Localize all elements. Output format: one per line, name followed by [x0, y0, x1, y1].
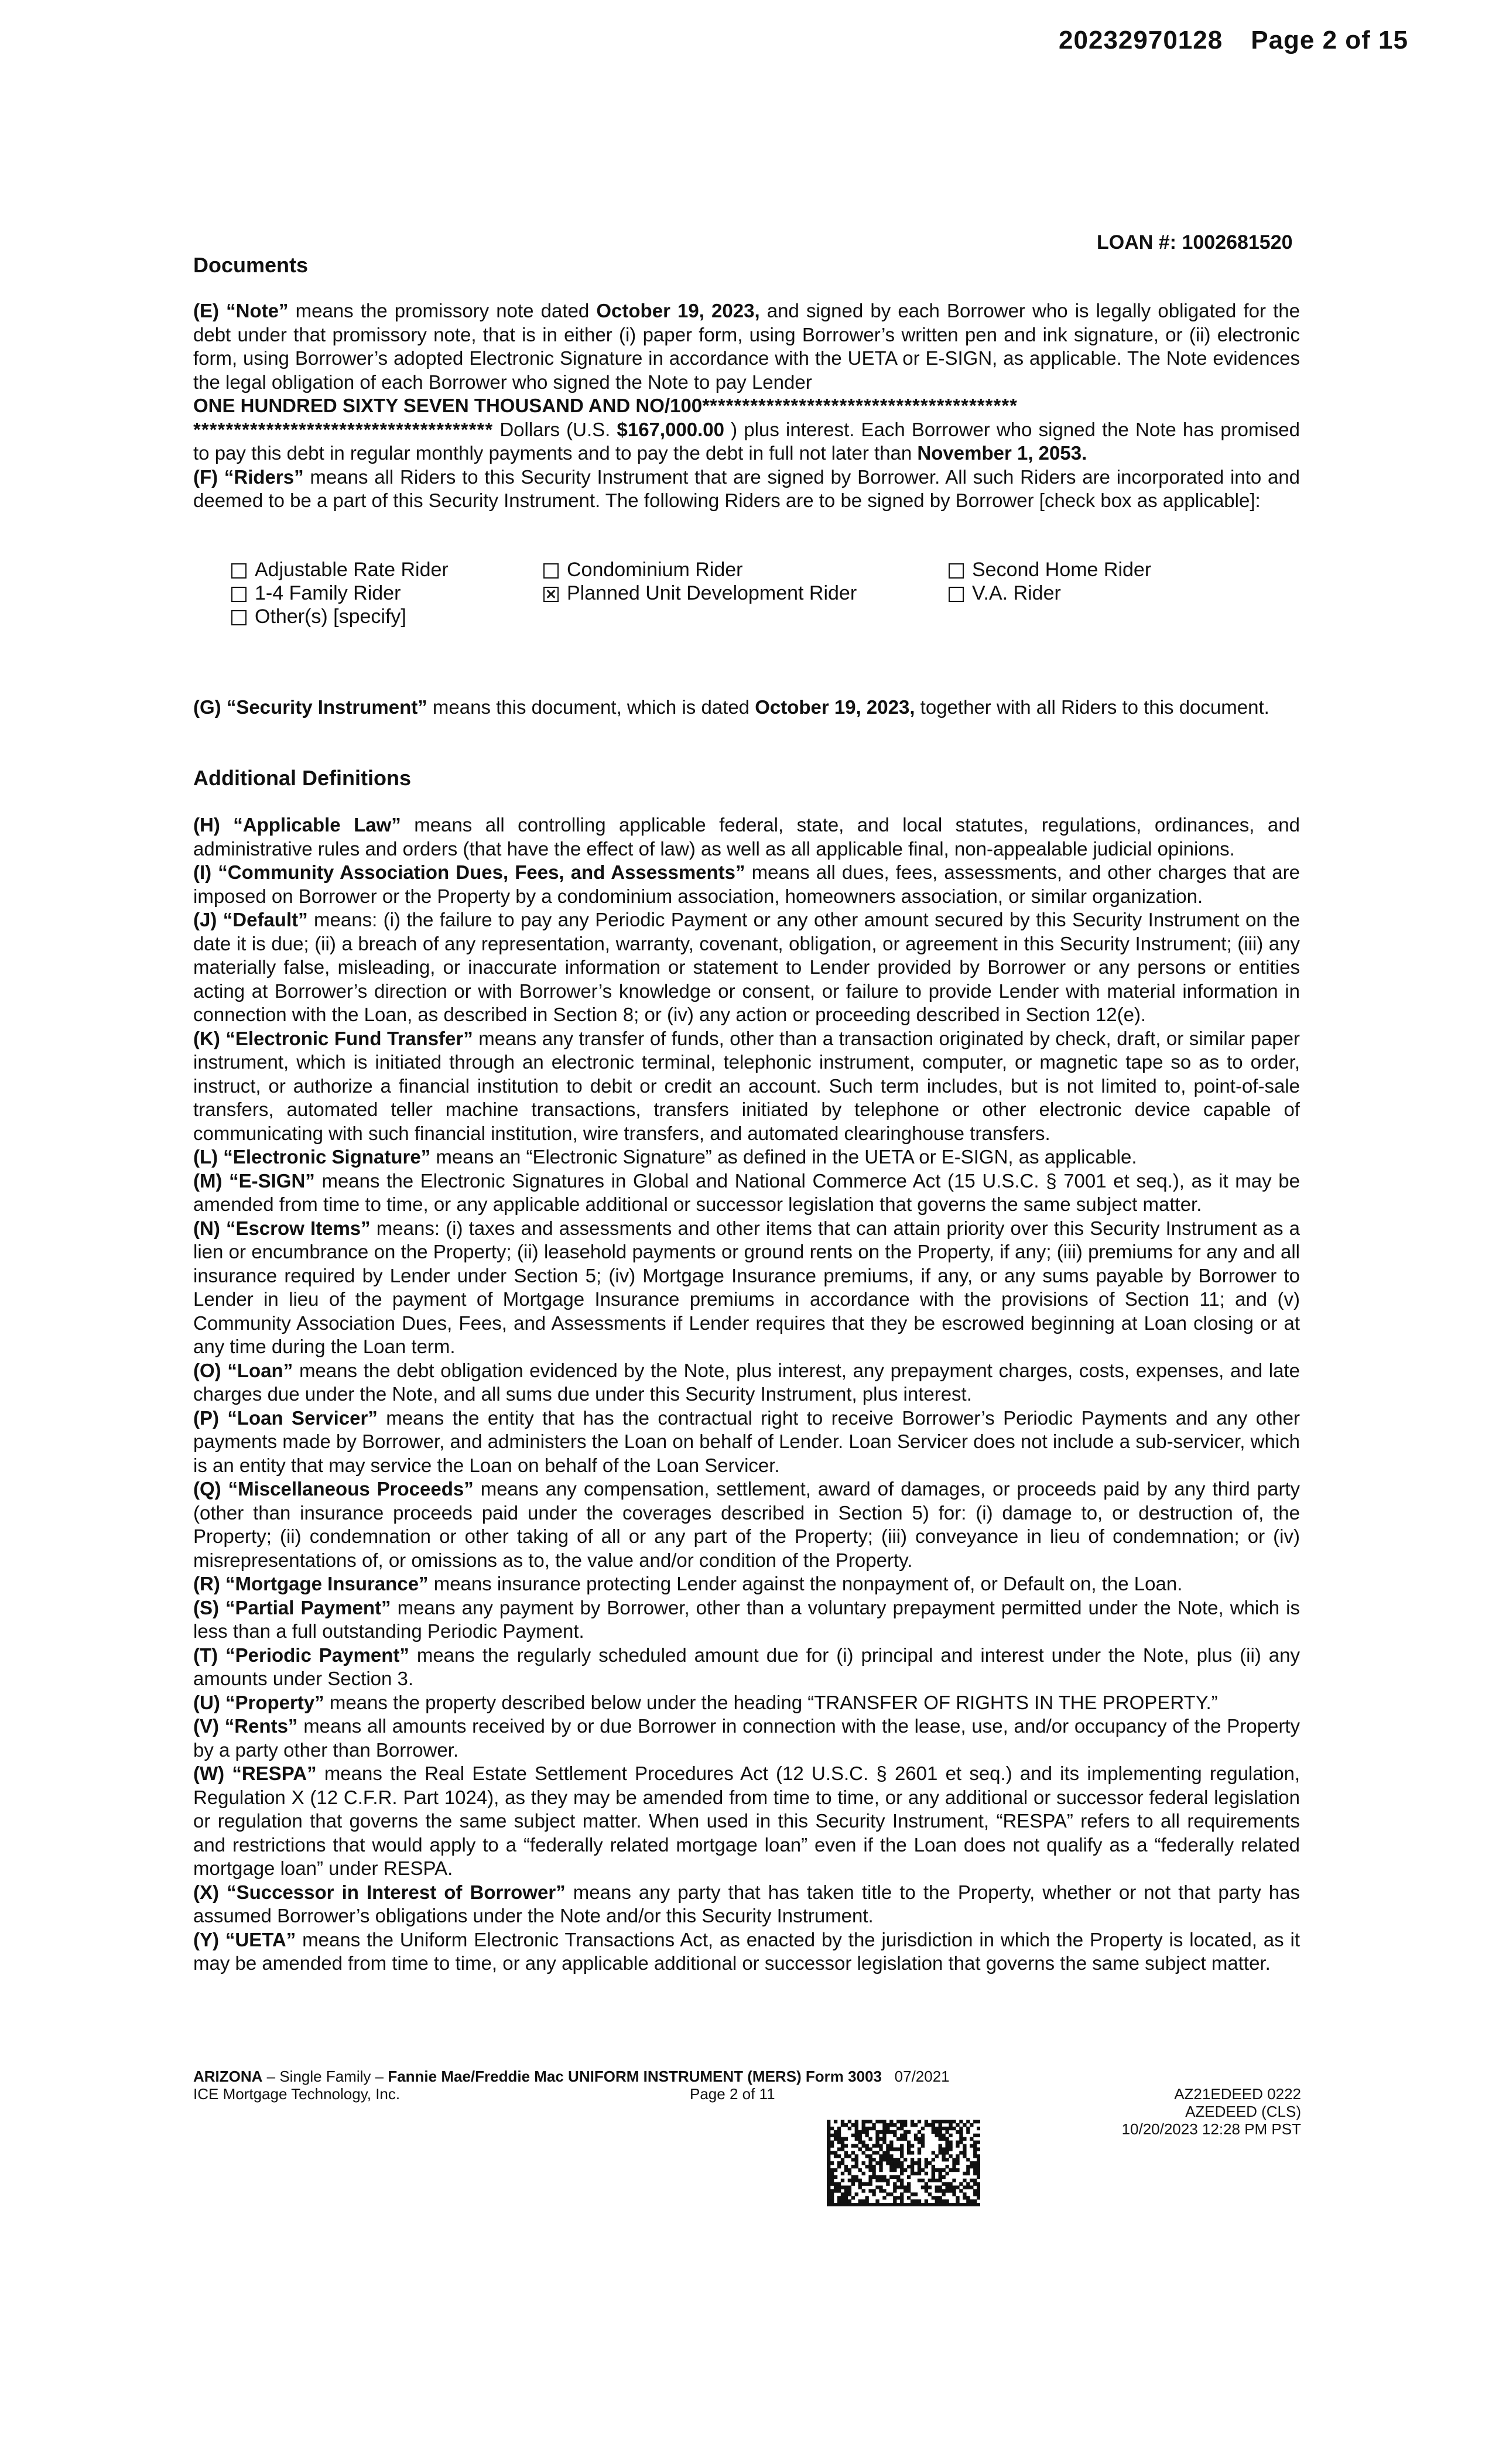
definition-item: (M) “E-SIGN” means the Electronic Signatures in Global and National Commerce Act (15 U.S.C. § 7001 et seq.), as it may be amended from time to time, or any applicable additional or successor legislation that governs the same subject matter.	[193, 1169, 1300, 1215]
rider-option-planned-unit-development[interactable]: Planned Unit Development Rider	[543, 581, 857, 605]
rider-option-second-home[interactable]: Second Home Rider	[949, 558, 1151, 581]
definition-security-instrument: (G) “Security Instrument” means this document, which is dated October 19, 2023, together with all Riders to this document.	[193, 696, 1269, 718]
checkbox[interactable]	[949, 587, 964, 602]
definition-item: (Q) “Miscellaneous Proceeds” means any compensation, settlement, award of damages, or proceeds paid by any third party (other than insurance proceeds paid under the coverages described in Section 5) for: (i) damage to, or destruction of, the Property; (ii) condemnation or other taking of all or any part of the Property; (iii) conveyance in lieu of condemnation; or (iv) misrepresentations of, or omissions as to, the value and/or condition of the Property.	[193, 1478, 1300, 1571]
maturity-date: November 1, 2053.	[917, 442, 1087, 464]
footer-page-number: Page 2 of 11	[690, 2085, 775, 2103]
rider-option-condominium[interactable]: Condominium Rider	[543, 558, 742, 581]
definition-item: (P) “Loan Servicer” means the entity that has the contractual right to receive Borrower’s Periodic Payments and any other payments made by Borrower, and administers the Loan on behalf of Lender. Loan Servicer does not include a sub-servicer, which is an entity that may service the Loan on behalf of the Loan Servicer.	[193, 1406, 1300, 1476]
definition-item: (R) “Mortgage Insurance” means insurance protecting Lender against the nonpayment of, or Default on, the Loan.	[193, 1573, 1183, 1594]
section-heading-documents: Documents	[193, 253, 309, 277]
definition-item: (S) “Partial Payment” means any payment by Borrower, other than a voluntary prepayment permitted under the Note, which is less than a full outstanding Periodic Payment.	[193, 1596, 1300, 1642]
checkbox[interactable]	[543, 563, 559, 579]
section-heading-additional-definitions: Additional Definitions	[193, 766, 411, 790]
checkbox[interactable]	[231, 610, 247, 625]
checkbox[interactable]	[231, 563, 247, 579]
barcode-icon	[827, 2120, 980, 2206]
definition-item: (X) “Successor in Interest of Borrower” means any party that has taken title to the Property, whether or not that party has assumed Borrower’s obligations under the Note and/or this Security Instrument.	[193, 1881, 1300, 1926]
document-number: 20232970128	[1059, 26, 1223, 54]
definition-item: (I) “Community Association Dues, Fees, and Assessments” means all dues, fees, assessments, and other charges that are imposed on Borrower or the Property by a condominium association, homeowners association, or similar organization.	[193, 861, 1300, 907]
form-date: 07/2021	[894, 2068, 950, 2085]
checkbox-checked[interactable]	[543, 587, 559, 602]
footer-codes: AZ21EDEED 0222 AZEDEED (CLS) 10/20/2023 12:28 PM PST	[1121, 2085, 1301, 2138]
rider-option-1-4-family[interactable]: 1-4 Family Rider	[231, 581, 401, 605]
rider-option-others[interactable]: Other(s) [specify]	[231, 605, 406, 628]
term: (F) “Riders”	[193, 466, 304, 488]
rider-option-va[interactable]: V.A. Rider	[949, 581, 1061, 605]
definition-item: (T) “Periodic Payment” means the regularly scheduled amount due for (i) principal and interest under the Note, plus (ii) any amounts under Section 3.	[193, 1644, 1300, 1689]
definitions-list	[193, 813, 1300, 1976]
checkbox[interactable]	[231, 587, 247, 602]
recording-header	[1059, 26, 1408, 55]
security-date: October 19, 2023,	[755, 696, 915, 718]
checkbox[interactable]	[949, 563, 964, 579]
term: (E) “Note”	[193, 300, 289, 321]
amount-in-words: ONE HUNDRED SIXTY SEVEN THOUSAND AND NO/100*	[193, 395, 710, 416]
definition-item: (K) “Electronic Fund Transfer” means any transfer of funds, other than a transaction originated by check, draft, or similar paper instrument, which is initiated through an electronic terminal, telephonic instrument, computer, or magnetic tape so as to order, instruct, or authorize a financial institution to debit or credit an account. Such term includes, but is not limited to, point-of-sale transfers, automated teller machine transactions, transfers initiated by telephone or other electronic device capable of communicating with such financial institution, wire transfers, and automated clearinghouse transfers.	[193, 1027, 1300, 1144]
definition-item: (N) “Escrow Items” means: (i) taxes and assessments and other items that can attain priority over this Security Instrument as a lien or encumbrance on the Property; (ii) leasehold payments or ground rents on the Property, if any; (iii) premiums for any and all insurance required by Lender under Section 5; (iv) Mortgage Insurance premiums, if any, or any sums payable by Borrower to Lender in lieu of the payment of Mortgage Insurance premiums in accordance with the provisions of Section 11; and (v) Community Association Dues, Fees, and Assessments if Lender requires that they be escrowed beginning at Loan closing or at any time during the Loan term.	[193, 1217, 1300, 1357]
loan-amount: $167,000.00	[617, 418, 725, 440]
definition-item: (J) “Default” means: (i) the failure to pay any Periodic Payment or any other amount secured by this Security Instrument on the date it is due; (ii) a breach of any representation, warranty, covenant, obligation, or agreement in this Security Instrument; (iii) any materially false, misleading, or inaccurate information or statement to Lender provided by Borrower or any persons or entities acting at Borrower’s direction or with Borrower’s knowledge or consent, or failure to provide Lender with material information in connection with the Loan, as described in Section 8; or (iv) any action or proceeding described in Section 12(e).	[193, 909, 1300, 1025]
definition-note: (E) “Note” means the promissory note dated October 19, 2023, and signed by each Borrower who is legally obligated for the debt under that promissory note, that is in either (i) paper form, using Borrower’s written pen and ink signature, or (ii) electronic form, using Borrower’s adopted Electronic Signature in accordance with the UETA or E-SIGN, as applicable. The Note evidences the legal obligation of each Borrower who signed the Note to pay Lender ONE HUNDRED SIXTY SEVEN THOUSAND AND NO/100*************************************** ************************************* Dollars (U.S. $167,000.00 ) plus interest. Each Borrower who signed the Note has promised to pay this debt in regular monthly payments and to pay the debt in full not later than November 1, 2053. (F) “Riders” means all Riders to this Security Instrument that are signed by Borrower. All such Riders are incorporated into and deemed to be a part of this Security Instrument. The following Riders are to be signed by Borrower [check box as applicable]:	[193, 300, 1300, 511]
form-footer: ARIZONA – Single Family – Fannie Mae/Freddie Mac UNIFORM INSTRUMENT (MERS) Form 3003 07/2021 ICE Mortgage Technology, Inc.	[193, 2068, 1072, 2103]
definition-item: (U) “Property” means the property described below under the heading “TRANSFER OF RIGHTS IN THE PROPERTY.”	[193, 1691, 1218, 1713]
definition-item: (L) “Electronic Signature” means an “Electronic Signature” as defined in the UETA or E-SIGN, as applicable.	[193, 1146, 1137, 1168]
form-state: ARIZONA	[193, 2068, 263, 2085]
footer-timestamp: 10/20/2023 12:28 PM PST	[1121, 2120, 1301, 2138]
page-indicator: Page 2 of 15	[1251, 26, 1408, 54]
definition-item: (W) “RESPA” means the Real Estate Settlement Procedures Act (12 U.S.C. § 2601 et seq.) and its implementing regulation, Regulation X (12 C.F.R. Part 1024), as they may be amended from time to time, or any additional or successor federal legislation or regulation that governs the same subject matter. When used in this Security Instrument, “RESPA” refers to all requirements and restrictions that would apply to a “federally related mortgage loan” even if the Loan does not qualify as a “federally related mortgage loan” under RESPA.	[193, 1763, 1300, 1879]
definition-item: (Y) “UETA” means the Uniform Electronic Transactions Act, as enacted by the jurisdiction in which the Property is located, as it may be amended from time to time, or any applicable additional or successor legislation that governs the same subject matter.	[193, 1928, 1300, 1974]
loan-number: LOAN #: 1002681520	[1097, 231, 1293, 254]
definition-item: (O) “Loan” means the debt obligation evidenced by the Note, plus interest, any prepayment charges, costs, expenses, and late charges due under the Note, and all sums due under this Security Instrument, plus interest.	[193, 1359, 1300, 1405]
definition-item: (H) “Applicable Law” means all controlling applicable federal, state, and local statutes, regulations, ordinances, and administrative rules and orders (that have the effect of law) as well as all applicable final, non-appealable judicial opinions.	[193, 814, 1300, 860]
rider-option-adjustable-rate[interactable]: Adjustable Rate Rider	[231, 558, 449, 581]
form-title: Fannie Mae/Freddie Mac UNIFORM INSTRUMENT (MERS) Form 3003	[388, 2068, 882, 2085]
definition-item: (V) “Rents” means all amounts received by or due Borrower in connection with the lease, use, and/or occupancy of the Property by a party other than Borrower.	[193, 1715, 1300, 1761]
term: (G) “Security Instrument”	[193, 696, 427, 718]
note-date: October 19, 2023,	[596, 300, 760, 321]
company-name: ICE Mortgage Technology, Inc.	[193, 2085, 401, 2103]
